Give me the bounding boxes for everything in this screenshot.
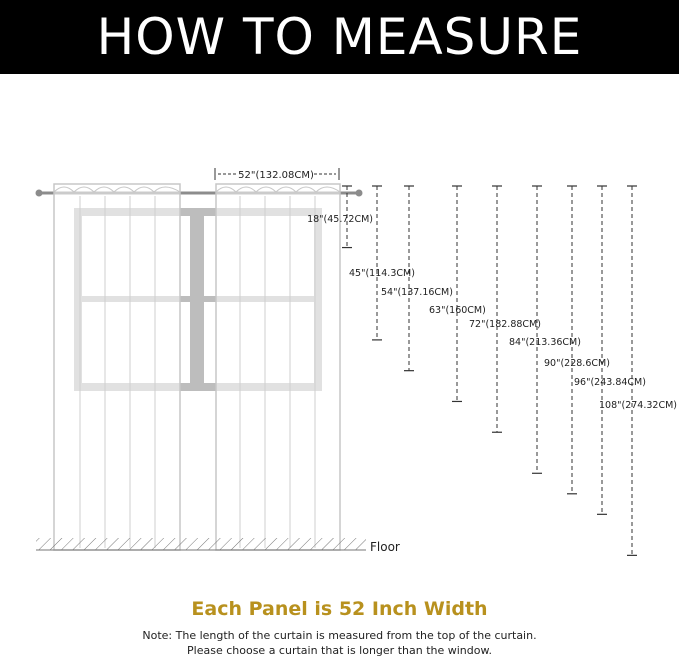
panel-width-label: 52"(132.08CM) — [238, 170, 314, 181]
measurement-lines — [307, 186, 677, 555]
measure-label-18: 18"(45.72CM) — [307, 214, 373, 225]
note-line-1: Note: The length of the curtain is measured from the top of the curtain. — [142, 629, 537, 642]
panel-width-dimension — [215, 168, 339, 181]
measure-label-54: 54"(137.16CM) — [381, 287, 453, 298]
measure-label-96: 96"(243.84CM) — [574, 377, 646, 388]
panel-width-caption: Each Panel is 52 Inch Width — [191, 598, 488, 620]
header-bar — [0, 0, 679, 74]
measure-label-84: 84"(213.36CM) — [509, 337, 581, 348]
measure-label-90: 90"(228.6CM) — [544, 358, 610, 369]
page-title: HOW TO MEASURE — [96, 8, 583, 66]
left-curtain-panel — [54, 184, 180, 550]
measure-label-72: 72"(182.88CM) — [469, 319, 541, 330]
measure-label-63: 63"(160CM) — [429, 305, 486, 316]
note-line-2: Please choose a curtain that is longer than the window. — [187, 644, 492, 657]
curtain-measure-diagram — [0, 74, 679, 584]
floor — [36, 538, 400, 554]
right-curtain-panel — [216, 184, 340, 550]
floor-label: Floor — [370, 540, 400, 554]
measure-label-108: 108"(274.32CM) — [599, 400, 677, 411]
measure-label-45: 45"(114.3CM) — [349, 268, 415, 279]
